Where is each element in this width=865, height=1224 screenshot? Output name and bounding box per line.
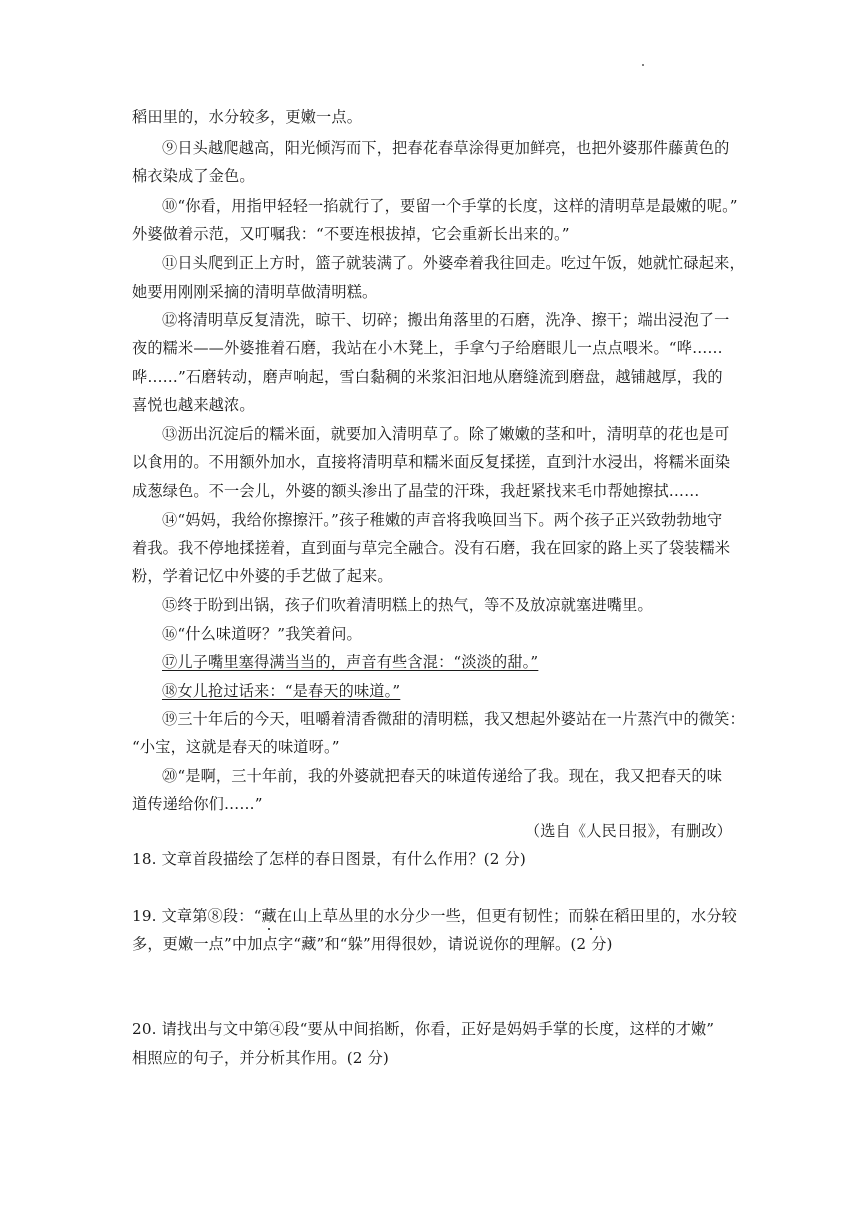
text-line: 夜的糯米——外婆推着石磨，我站在小木凳上，手拿勺子给磨眼儿一点点喂米。“哗……	[132, 339, 723, 357]
question-20-cont: 相照应的句子，并分析其作用。(2 分)	[132, 1049, 390, 1067]
paragraph-20: ⑳“是啊，三十年前，我的外婆就把春天的味道传递给了我。现在，我又把春天的味	[162, 767, 723, 785]
paragraph-15: ⑮终于盼到出锅，孩子们吹着清明糕上的热气，等不及放凉就塞进嘴里。	[162, 596, 653, 614]
question-18: 18. 文章首段描绘了怎样的春日图景，有什么作用？(2 分)	[132, 850, 526, 868]
text-line: 棉衣染成了金色。	[132, 167, 255, 185]
emphasis-char-cang: 藏	[261, 907, 277, 925]
paragraph-10: ⑩“你看，用指甲轻轻一掐就行了，要留一个手掌的长度，这样的清明草是最嫩的呢。”	[162, 197, 738, 215]
source-citation: （选自《人民日报》，有删改）	[524, 822, 732, 840]
text-line: 哗……”石磨转动，磨声响起，雪白黏稠的米浆汩汩地从磨缝流到磨盘，越铺越厚，我的	[132, 368, 723, 386]
question-19	[132, 906, 738, 926]
paragraph-14: ⑭“妈妈，我给你擦擦汗。”孩子稚嫩的声音将我唤回当下。两个孩子正兴致勃勃地守	[162, 511, 723, 529]
q19-text: 在稻田里的，水分较	[598, 907, 738, 925]
paragraph-13: ⑬沥出沉淀后的糯米面，就要加入清明草了。除了嫩嫩的茎和叶，清明草的花也是可	[162, 425, 730, 443]
text-line: 以食用的。不用额外加水，直接将清明草和糯米面反复揉搓，直到汁水浸出，将糯米面染	[132, 453, 731, 471]
paragraph-17: ⑰儿子嘴里塞得满当当的，声音有些含混：“淡淡的甜。”	[162, 653, 539, 671]
q19-text: 19. 文章第⑧段：“	[132, 907, 262, 925]
paragraph-16: ⑯“什么味道呀？”我笑着问。	[162, 625, 362, 643]
text-line: 喜悦也越来越浓。	[132, 396, 255, 414]
paragraph-18: ⑱女儿抢过话来：“是春天的味道。”	[162, 682, 401, 700]
paragraph-19: ⑲三十年后的今天，咀嚼着清香微甜的清明糕，我又想起外婆站在一片蒸汽中的微笑：	[162, 710, 745, 728]
paragraph-11: ⑪日头爬到正上方时，篮子就装满了。外婆牵着我往回走。吃过午饭，她就忙碌起来，	[162, 254, 745, 272]
text-line: “小宝，这就是春天的味道呀。”	[132, 738, 340, 756]
page-mark	[642, 64, 644, 66]
text-line: 粉，学着记忆中外婆的手艺做了起来。	[132, 567, 393, 585]
text-line: 她要用刚刚采摘的清明草做清明糕。	[132, 283, 378, 301]
paragraph-12: ⑫将清明草反复清洗，晾干、切碎；搬出角落里的石磨，洗净、擦干；端出浸泡了一	[162, 311, 730, 329]
text-line: 道传递给你们……”	[132, 795, 263, 813]
paragraph-9: ⑨日头越爬越高，阳光倾泻而下，把春花春草涂得更加鲜亮，也把外婆那件藤黄色的	[162, 139, 730, 157]
text-line: 着我。我不停地揉搓着，直到面与草完全融合。没有石磨，我在回家的路上买了袋装糯米	[132, 539, 731, 557]
question-19-cont: 多，更嫩一点”中加点字“藏”和“躲”用得很妙，请说说你的理解。(2 分)	[132, 935, 613, 953]
q19-text: 在山上草丛里的水分少一些，但更有韧性；而	[276, 907, 584, 925]
text-line: 稻田里的，水分较多，更嫩一点。	[132, 108, 363, 126]
emphasis-char-duo: 躲	[583, 907, 599, 925]
question-20: 20. 请找出与文中第④段“要从中间掐断，你看，正好是妈妈手掌的长度，这样的才嫩”	[132, 1020, 715, 1038]
text-line: 外婆做着示范，又叮嘱我：“不要连根拔掉，它会重新长出来的。”	[132, 225, 570, 243]
text-line: 成葱绿色。不一会儿，外婆的额头渗出了晶莹的汗珠，我赶紧找来毛巾帮她擦拭……	[132, 482, 700, 500]
